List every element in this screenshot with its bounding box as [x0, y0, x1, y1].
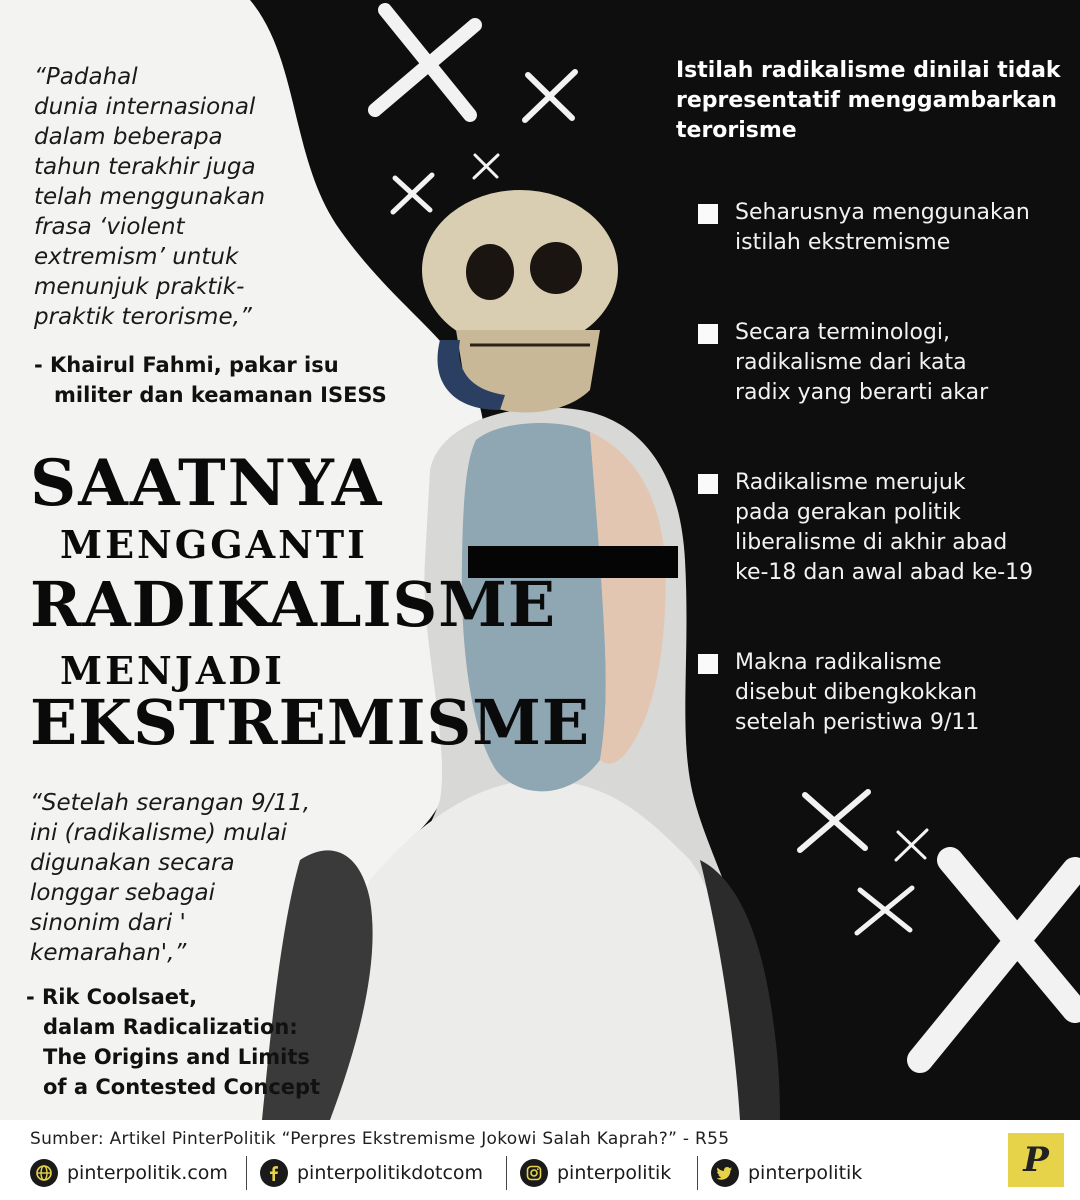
bullet-square-icon: [698, 204, 718, 224]
bullet-square-icon: [698, 654, 718, 674]
social-label: pinterpolitik: [748, 1162, 863, 1184]
globe-icon: [30, 1159, 58, 1187]
quote-line: extremism’ untuk: [34, 244, 239, 270]
attribution-line: - Khairul Fahmi, pakar isu: [34, 353, 339, 377]
divider: [506, 1156, 507, 1190]
headline-line-2: MENGGANTI: [60, 522, 368, 567]
bullet-line: radikalisme dari kata: [735, 350, 967, 375]
social-label: pinterpolitik.com: [67, 1162, 228, 1184]
title-line: Istilah radikalisme dinilai tidak: [676, 58, 1061, 83]
source-credit: Sumber: Artikel PinterPolitik “Perpres Ekstremisme Jokowi Salah Kaprah?” - R55: [30, 1129, 730, 1149]
quote-line: kemarahan',”: [30, 940, 187, 966]
bullet-text: [735, 318, 988, 408]
quote-line: telah menggunakan: [34, 184, 266, 210]
bullet-line: istilah ekstremisme: [735, 230, 951, 255]
bullet-line: Radikalisme merujuk: [735, 470, 966, 495]
headline-line-5: EKSTREMISME: [30, 686, 591, 759]
social-website[interactable]: [30, 1158, 228, 1188]
quote-line: longgar sebagai: [30, 880, 216, 906]
skull: [422, 190, 618, 350]
divider: [246, 1156, 247, 1190]
quote-line: dalam beberapa: [34, 124, 223, 150]
bullet-line: liberalisme di akhir abad: [735, 530, 1008, 555]
divider: [697, 1156, 698, 1190]
bullet-line: radix yang berarti akar: [735, 380, 989, 405]
quote-line: tahun terakhir juga: [34, 154, 256, 180]
headline-line-3: RADIKALISME: [30, 568, 557, 641]
headline-line-4: MENJADI: [60, 648, 285, 693]
title-line: representatif menggambarkan: [676, 88, 1057, 113]
logo-letter: P: [1023, 1140, 1049, 1180]
quote-line: frasa ‘violent: [34, 214, 185, 240]
right-panel-title: [676, 56, 1061, 146]
bullet-line: pada gerakan politik: [735, 500, 961, 525]
pinterpolitik-logo: [1008, 1133, 1064, 1187]
quote-khairul-fahmi: [34, 62, 265, 332]
quote-line: dunia internasional: [34, 94, 256, 120]
bullet-square-icon: [698, 474, 718, 494]
attribution-line: - Rik Coolsaet,: [26, 985, 198, 1009]
bullet-line: disebut dibengkokkan: [735, 680, 978, 705]
quote-line: “Padahal: [34, 64, 138, 90]
bullet-text: [735, 468, 1033, 588]
attribution-khairul-fahmi: [34, 350, 387, 410]
social-twitter[interactable]: [711, 1158, 862, 1188]
attribution-rik-coolsaet: [26, 982, 320, 1102]
twitter-icon: [711, 1159, 739, 1187]
instagram-icon: [520, 1159, 548, 1187]
bullet-text: [735, 198, 1030, 258]
attribution-line: of a Contested Concept: [43, 1075, 321, 1099]
bullet-line: Makna radikalisme: [735, 650, 942, 675]
quote-line: “Setelah serangan 9/11,: [30, 790, 311, 816]
quote-line: praktik terorisme,”: [34, 304, 252, 330]
bullet-line: Seharusnya menggunakan: [735, 200, 1030, 225]
quote-line: ini (radikalisme) mulai: [30, 820, 288, 846]
bullet-line: Secara terminologi,: [735, 320, 951, 345]
attribution-line: dalam Radicalization:: [43, 1015, 298, 1039]
bullet-line: setelah peristiwa 9/11: [735, 710, 980, 735]
quote-line: menunjuk praktik-: [34, 274, 245, 300]
social-label: pinterpolitik: [557, 1162, 672, 1184]
quote-rik-coolsaet: [30, 788, 310, 968]
facebook-icon: [260, 1159, 288, 1187]
bullet-text: [735, 648, 979, 738]
headline-line-1: SAATNYA: [30, 446, 384, 521]
social-facebook[interactable]: [260, 1158, 483, 1188]
quote-line: digunakan secara: [30, 850, 235, 876]
quote-line: sinonim dari ': [30, 910, 186, 936]
bullet-square-icon: [698, 324, 718, 344]
bullet-line: ke-18 dan awal abad ke-19: [735, 560, 1034, 585]
attribution-line: militer dan keamanan ISESS: [54, 383, 387, 407]
social-instagram[interactable]: [520, 1158, 671, 1188]
social-label: pinterpolitikdotcom: [297, 1162, 484, 1184]
attribution-line: The Origins and Limits: [43, 1045, 310, 1069]
title-line: terorisme: [676, 118, 797, 143]
